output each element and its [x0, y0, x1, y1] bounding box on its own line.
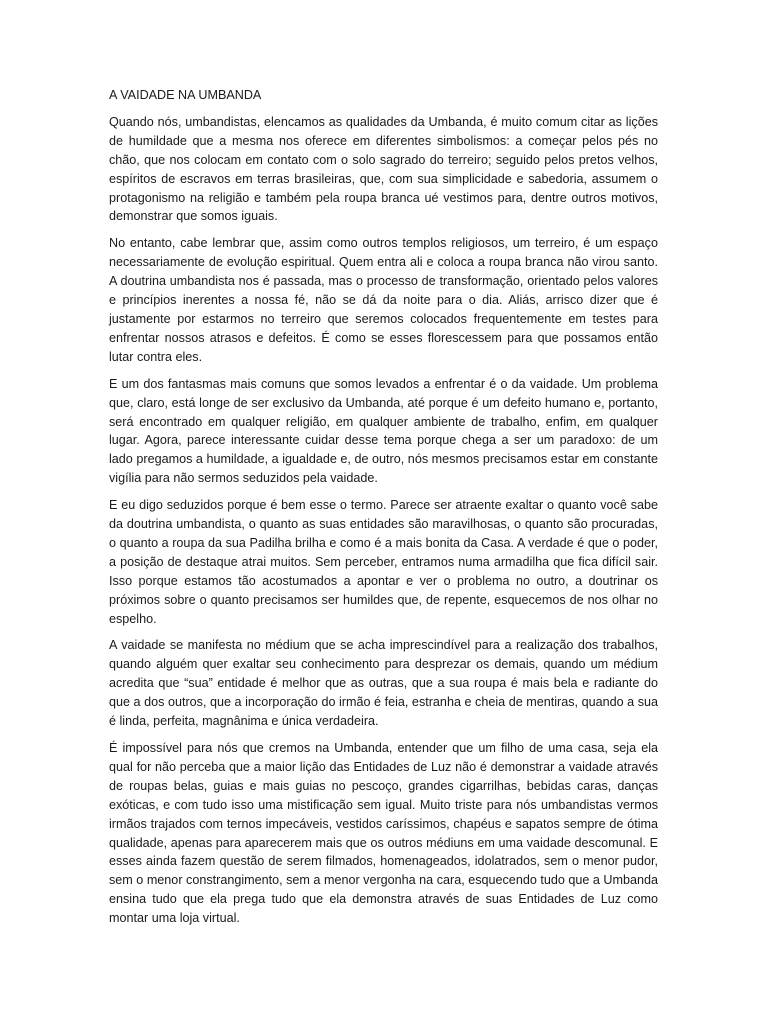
paragraph-5: A vaidade se manifesta no médium que se acha imprescindível para a realização dos trabalhos, quando alguém quer exaltar seu conhecimento para desprezar os demais, quando um médium acredita que “sua” entidade é melhor que as outras, que a sua roupa é mais bela e radiante do que a dos outros, que a incorporação do irmão é feia, estranha e cheia de mentiras, quando a sua é linda, perfeita, magnânima e única verdadeira. — [109, 638, 658, 729]
paragraph-3: E um dos fantasmas mais comuns que somos levados a enfrentar é o da vaidade. Um problema que, claro, está longe de ser exclusivo da Umbanda, até porque é um defeito humano e, portanto, será encontrado em qualquer religião, em qualquer ambiente de trabalho, enfim, em qualquer lugar. Agora, parece interessante cuidar desse tema porque chega a ser um paradoxo: de um lado pregamos a humildade, a igualdade e, de outro, nós mesmos precisamos estar em constante vigília para não sermos seduzidos pela vaidade. — [109, 376, 658, 486]
document-title: A VAIDADE NA UMBANDA — [109, 88, 262, 102]
document-page — [109, 86, 658, 936]
paragraph-2: No entanto, cabe lembrar que, assim como outros templos religiosos, um terreiro, é um espaço necessariamente de evolução espiritual. Quem entra ali e coloca a roupa branca não virou santo. A doutrina umbandista nos é passada, mas o processo de transformação, orientado pelos valores e princípios inerentes a nossa fé, não se dá da noite para o dia. Aliás, arrisco dizer que é justamente por estarmos no terreiro que seremos colocados frequentemente em testes para enfrentar nossos atrasos e defeitos. É como se esses florescessem para que possamos então lutar contra eles. — [109, 236, 658, 364]
paragraph-1: Quando nós, umbandistas, elencamos as qualidades da Umbanda, é muito comum citar as lições de humildade que a mesma nos oferece em diferentes simbolismos: a começar pelos pés no chão, que nos colocam em contato com o solo sagrado do terreiro; seguido pelos pretos velhos, espíritos de escravos em terras brasileiras, que, com sua simplicidade e sabedoria, assumem o protagonismo na religião e também pela roupa branca ué vestimos para, dentre outros motivos, demonstrar que somos iguais. — [109, 114, 658, 224]
paragraph-4: E eu digo seduzidos porque é bem esse o termo. Parece ser atraente exaltar o quanto você sabe da doutrina umbandista, o quanto as suas entidades são maravilhosas, o quanto são procuradas, o quanto a roupa da sua Padilha brilha e como é a mais bonita da Casa. A verdade é que o poder, a posição de destaque atrai muitos. Sem perceber, entramos numa armadilha que fica difícil sair. Isso porque estamos tão acostumados a apontar e ver o problema no outro, a doutrinar os próximos sobre o quanto precisamos ser humildes que, de repente, esquecemos de nos olhar no espelho. — [109, 498, 658, 626]
paragraph-6: É impossível para nós que cremos na Umbanda, entender que um filho de uma casa, seja ela qual for não perceba que a maior lição das Entidades de Luz não é demonstrar a vaidade através de roupas belas, guias e mais guias no pescoço, grandes cigarrilhas, bebidas caras, danças exóticas, e com tudo isso uma mistificação sem igual. Muito triste para nós umbandistas vermos irmãos trajados com ternos impecáveis, vestidos caríssimos, chapéus e sapatos sempre de ótima qualidade, apenas para aparecerem mais que os outros médiuns em uma vaidade descomunal. E esses ainda fazem questão de serem filmados, homenageados, idolatrados, sem o menor pudor, sem o menor constrangimento, sem a menor vergonha na cara, esquecendo tudo que a Umbanda ensina tudo que ela prega tudo que ela demonstra através de suas Entidades de Luz como montar uma loja virtual. — [109, 741, 658, 926]
